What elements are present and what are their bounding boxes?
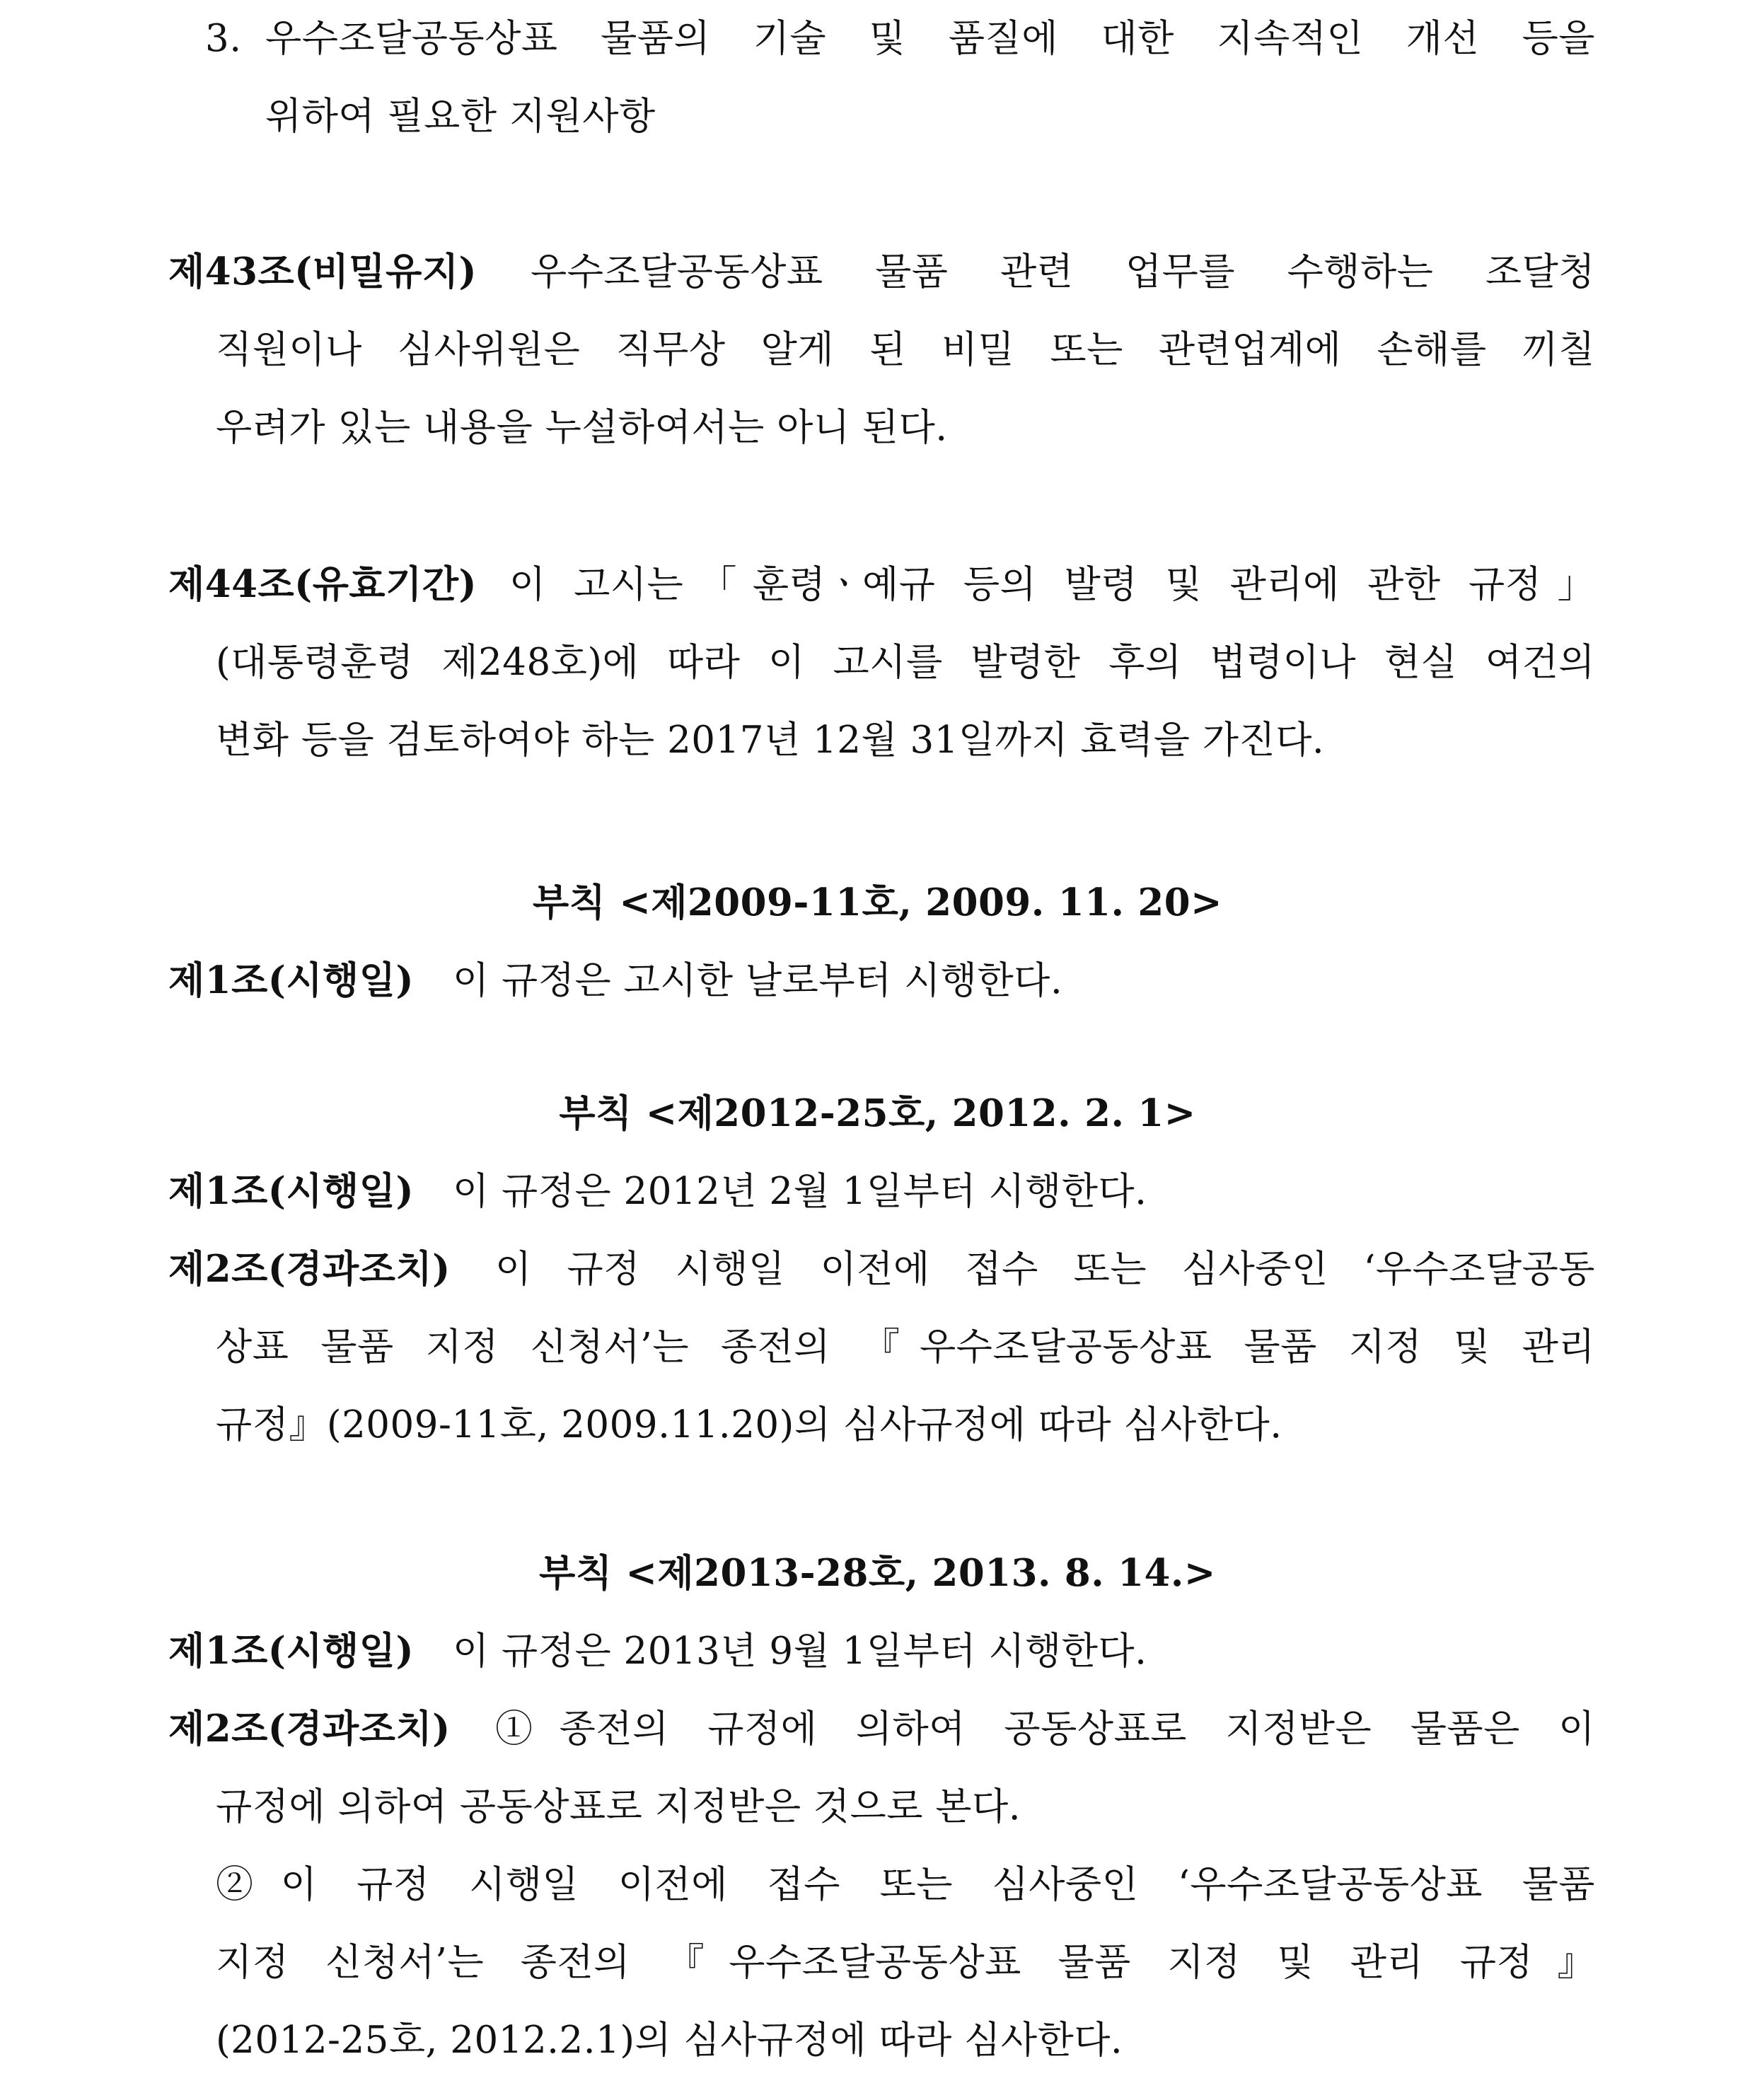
addendum-2013-article-1-text: 이 규정은 2013년 9월 1일부터 시행한다. xyxy=(453,1630,1147,1673)
addendum-2013-article-2-line-4: 지정 신청서’는 종전의 『우수조달공동상표 물품 지정 및 관리 규정』 xyxy=(216,1941,1595,1984)
addendum-2013-article-2-line-3: ②이 규정 시행일 이전에 접수 또는 심사중인 ‘우수조달공동상표 물품 xyxy=(216,1863,1595,1906)
article-43-heading: 제43조(비밀유지) xyxy=(168,250,477,294)
addendum-2013-article-2-heading: 제2조(경과조치) xyxy=(168,1707,451,1751)
addendum-2013-article-2-line-2: 규정에 의하여 공동상표로 지정받은 것으로 본다. xyxy=(216,1785,1021,1828)
addendum-2012-article-1-heading: 제1조(시행일) xyxy=(168,1169,415,1213)
article-44-line-2: (대통령훈령 제248호)에 따라 이 고시를 발령한 후의 법령이나 현실 여건의 xyxy=(216,641,1595,684)
article-43-line-2: 직원이나 심사위원은 직무상 알게 된 비밀 또는 관련업계에 손해를 끼칠 xyxy=(216,328,1595,371)
addendum-2012-title: 부칙 <제2012-25호, 2012. 2. 1> xyxy=(559,1091,1196,1135)
addendum-2013-article-2-line-5: (2012-25호, 2012.2.1)의 심사규정에 따라 심사한다. xyxy=(216,2019,1123,2062)
article-44-heading: 제44조(유효기간) xyxy=(168,562,477,606)
addendum-2013-title: 부칙 <제2013-28호, 2013. 8. 14.> xyxy=(539,1551,1216,1595)
addendum-2009-article-1-text: 이 규정은 고시한 날로부터 시행한다. xyxy=(453,959,1063,1002)
item-text-line-1: 우수조달공동상표 물품의 기술 및 품질에 대한 지속적인 개선 등을 xyxy=(265,17,1595,60)
article-44-line-1: 이 고시는「훈령ㆍ예규 등의 발령 및 관리에 관한 규정」 xyxy=(509,563,1595,606)
article-43-line-1: 우수조달공동상표 물품 관련 업무를 수행하는 조달청 xyxy=(531,250,1595,294)
article-43-line-3: 우려가 있는 내용을 누설하여서는 아니 된다. xyxy=(216,406,948,449)
addendum-2012-article-2-line-1: 이 규정 시행일 이전에 접수 또는 심사중인 ‘우수조달공동 xyxy=(495,1248,1595,1291)
addendum-2012-article-1-text: 이 규정은 2012년 2월 1일부터 시행한다. xyxy=(453,1170,1147,1213)
addendum-2012-article-2-line-3: 규정』(2009-11호, 2009.11.20)의 심사규정에 따라 심사한다. xyxy=(216,1403,1282,1446)
addendum-2012-article-2-line-2: 상표 물품 지정 신청서’는 종전의 『우수조달공동상표 물품 지정 및 관리 xyxy=(216,1325,1595,1369)
article-44-line-3: 변화 등을 검토하여야 하는 2017년 12월 31일까지 효력을 가진다. xyxy=(216,719,1325,762)
addendum-2013-article-1-heading: 제1조(시행일) xyxy=(168,1629,415,1673)
item-text-line-2: 위하여 필요한 지원사항 xyxy=(265,95,656,138)
addendum-2009-article-1-heading: 제1조(시행일) xyxy=(168,958,415,1002)
addendum-2013-article-2-line-1: ①종전의 규정에 의하여 공동상표로 지정받은 물품은 이 xyxy=(495,1707,1595,1751)
addendum-2009-title: 부칙 <제2009-11호, 2009. 11. 20> xyxy=(532,881,1223,924)
addendum-2012-article-2-heading: 제2조(경과조치) xyxy=(168,1247,451,1291)
item-number: 3. xyxy=(205,17,242,60)
